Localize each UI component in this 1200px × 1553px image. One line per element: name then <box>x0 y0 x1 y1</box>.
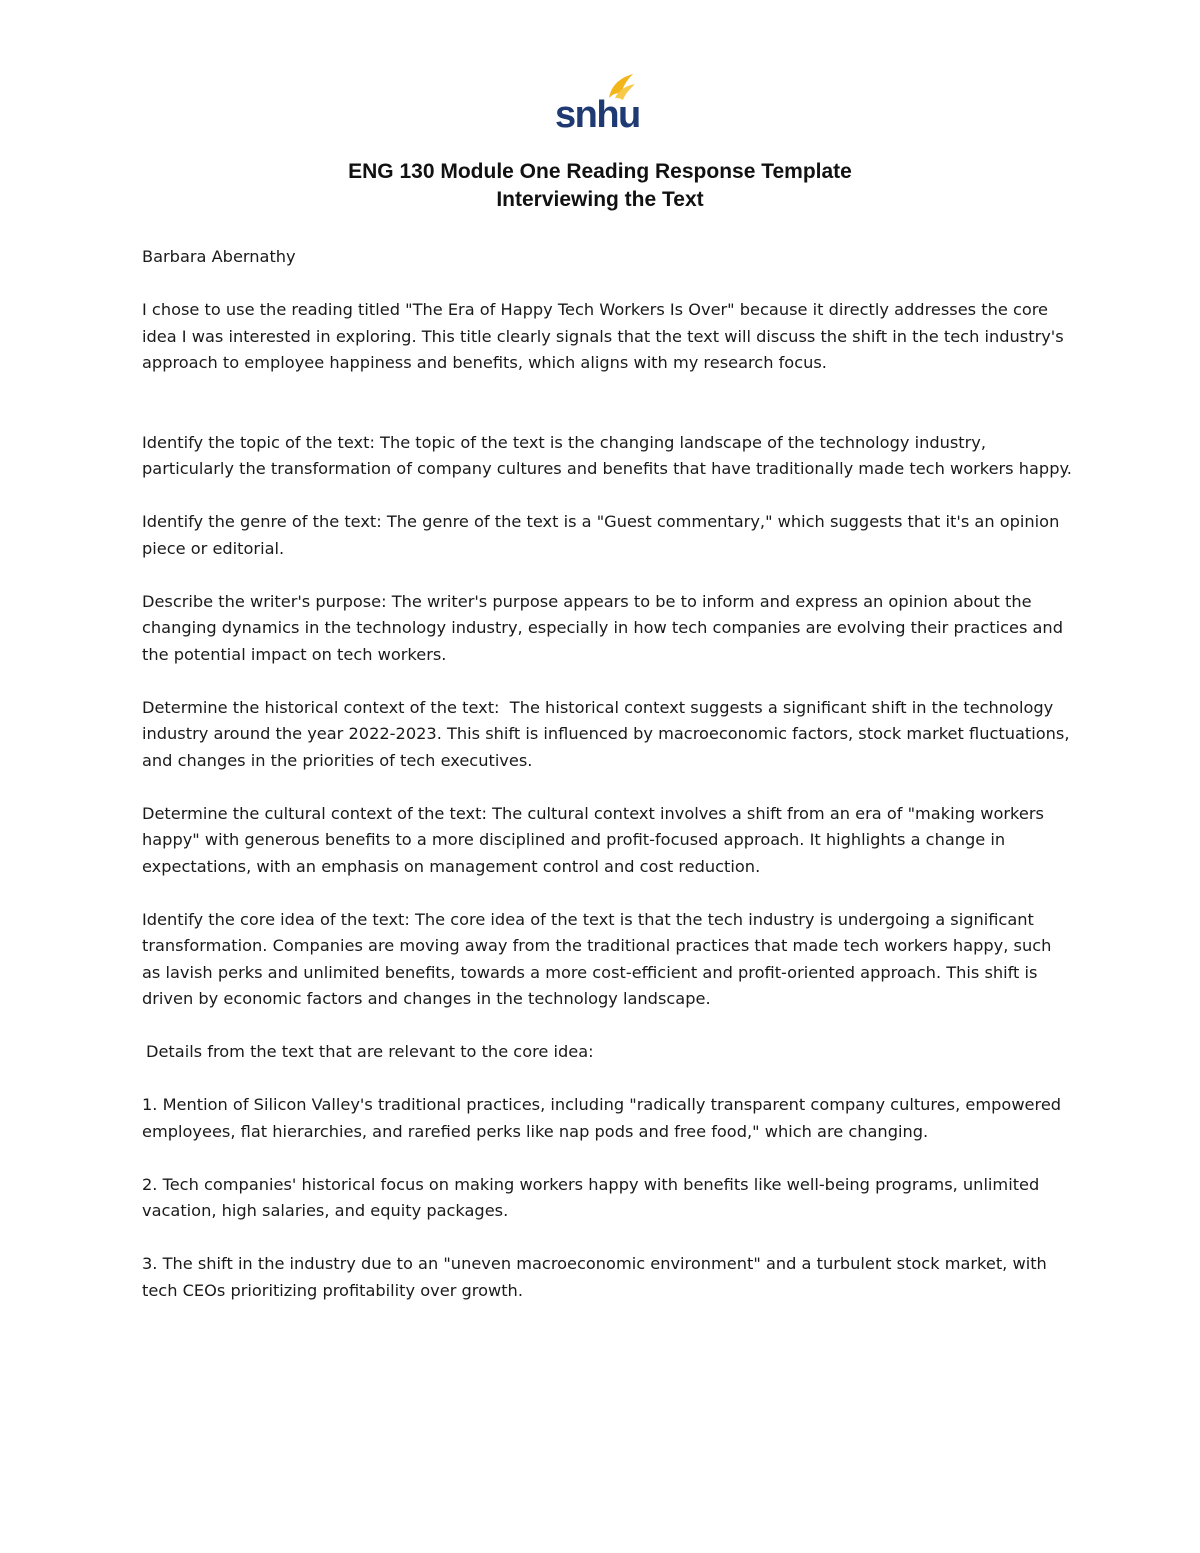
document-title: ENG 130 Module One Reading Response Template <box>348 160 852 183</box>
section-cultural-context <box>142 801 1072 881</box>
section-historical-context <box>142 695 1075 775</box>
section-genre-text: The genre of the text is a "Guest commentary," which suggests that it's an opinion piece or editorial. <box>142 512 1060 558</box>
detail-item: 2. Tech companies' historical focus on making workers happy with benefits like well-being programs, unlimited vacation, high salaries, and equity packages. <box>142 1174 1040 1220</box>
section-core-idea <box>142 907 1072 1013</box>
section-purpose <box>142 589 1072 669</box>
snhu-logo <box>553 72 643 134</box>
section-cultural-context-label: Determine the cultural context of the text: <box>142 803 487 823</box>
section-core-idea-text: The core idea of the text is that the tech industry is undergoing a significant transformation. Companies are moving away from the traditional practices that made tech workers happy, such as lavish perks and unlimited benefits, towards a more cost-efficient and profit-oriented approach. This shift is driven by economic factors and changes in the technology landscape. <box>142 909 1052 1008</box>
section-purpose-label: Describe the writer's purpose: <box>142 591 387 611</box>
document-title-block <box>0 158 1200 214</box>
section-topic <box>142 430 1072 483</box>
section-cultural-context-text: The cultural context involves a shift from an era of "making workers happy" with generous benefits to a more disciplined and profit-focused approach. It highlights a change in expectations, with an emphasis on management control and cost reduction. <box>142 803 1044 876</box>
detail-item: 1. Mention of Silicon Valley's traditional practices, including "radically transparent company cultures, empowered employees, flat hierarchies, and rarefied perks like nap pods and free food," which are changing. <box>142 1095 1062 1141</box>
detail-item: 3. The shift in the industry due to an "uneven macroeconomic environment" and a turbulent stock market, with tech CEOs prioritizing profitability over growth. <box>142 1254 1047 1300</box>
section-historical-context-text: The historical context suggests a significant shift in the technology industry around the year 2022-2023. This shift is influenced by macroeconomic factors, stock market fluctuations, and changes in the priorities of tech executives. <box>142 697 1075 770</box>
details-heading: Details from the text that are relevant to the core idea: <box>146 1042 594 1061</box>
section-genre <box>142 509 1072 562</box>
snhu-logo-text: snhu <box>555 94 640 134</box>
section-genre-label: Identify the genre of the text: <box>142 512 382 531</box>
document-subtitle: Interviewing the Text <box>496 188 704 211</box>
section-topic-text: The topic of the text is the changing landscape of the technology industry, particularly the transformation of company cultures and benefits that have traditionally made tech workers happy. <box>142 432 1072 478</box>
snhu-logo-graphic <box>553 72 643 134</box>
section-core-idea-label: Identify the core idea of the text: <box>142 909 410 929</box>
author-name: Barbara Abernathy <box>142 247 296 266</box>
intro-paragraph: I chose to use the reading titled "The Era of Happy Tech Workers Is Over" because it directly addresses the core idea I was interested in exploring. This title clearly signals that the text will discuss the shift in the tech industry's approach to employee happiness and benefits, which aligns with my research focus. <box>142 300 1064 372</box>
section-topic-label: Identify the topic of the text: <box>142 432 375 452</box>
section-purpose-text: The writer's purpose appears to be to inform and express an opinion about the changing dynamics in the technology industry, especially in how tech companies are evolving their practices and the potential impact on tech workers. <box>142 591 1063 664</box>
section-historical-context-label: Determine the historical context of the text: <box>142 697 500 717</box>
document-body <box>142 244 1075 1331</box>
